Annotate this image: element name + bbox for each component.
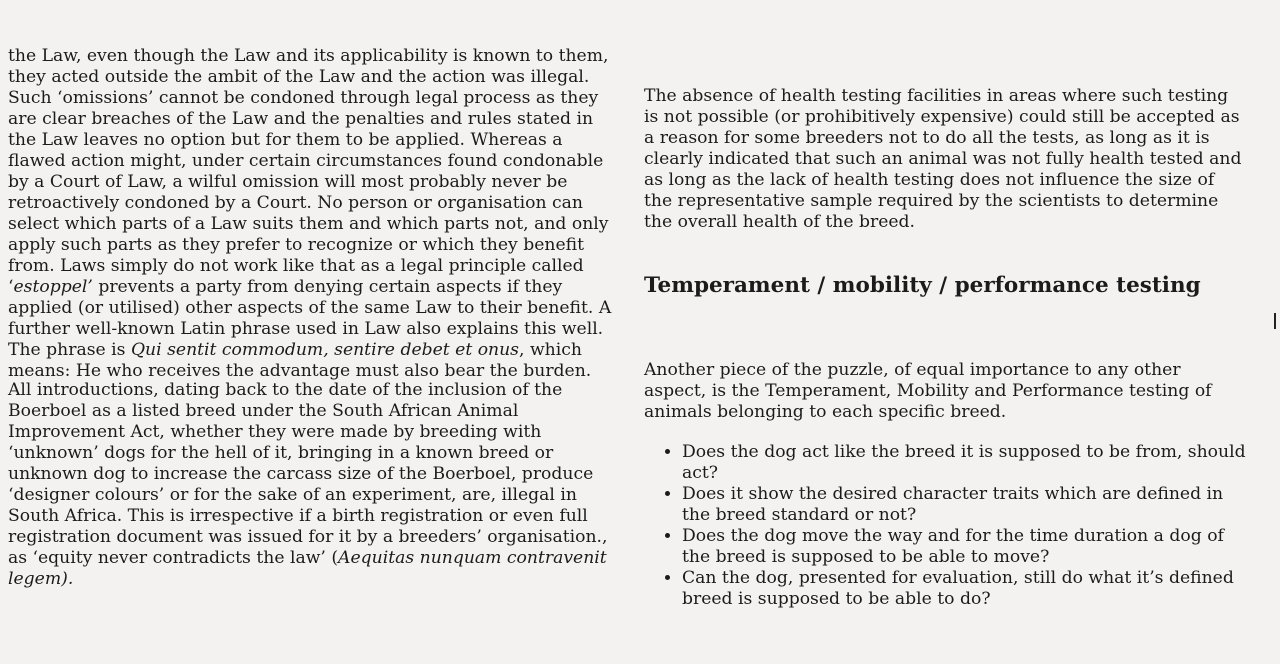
law-paragraph-text-e: , which means: He who receives the advantage must also bear the burden. [8, 340, 592, 381]
introductions-paragraph-text: All introductions, dating back to the date of the inclusion of the Boerboel as a listed breed under the South African Animal Improvement Act, whether they were made by breeding with ‘unknown’ dogs for the hell of it, bringing in a known breed or unknown dog to increase the carcass size of the Boerboel, produce ‘designer colours’ or for the sake of an experiment, are, illegal in South Africa. This is irrespective if a birth registration or even full registration document was issued for it by a breeders’ organisation., as ‘equity never contradicts the law’ ( [8, 380, 608, 568]
list-item: • Does the dog move the way and for the time duration a dog of the breed is supposed to be able to move? [682, 526, 1254, 568]
health-testing-paragraph: The absence of health testing facilities in areas where such testing is not possible (or prohibitively expensive) could still be accepted as a reason for some breeders not to do all the tests, as long as it is clearly indicated that such an animal was not fully health tested and as long as the lack of health testing does not influence the size of the representative sample required by the scientists to determine the overall health of the breed. [644, 86, 1242, 232]
estoppel-term: estoppel’ [13, 277, 93, 297]
list-item: • Does the dog act like the breed it is supposed to be from, should act? [682, 442, 1254, 484]
text-cursor-icon [1274, 313, 1276, 329]
list-item: • Does it show the desired character traits which are defined in the breed standard or not? [682, 484, 1254, 526]
law-paragraph-text-a: the Law, even though the Law and its applicability is known to them, they acted outside the ambit of the Law and the action was illegal. Such ‘omissions’ cannot be condoned through legal process as they are clear breaches of the Law and the penalties and rules stated in the Law leaves no option but for them to be applied. Whereas a flawed action might, under certain circumstances found condonable by a Court of Law, a wilful omission will most probably never be retroactively condoned by a Court. No person or organisation can select which parts of a Law suits them and which parts not, and only apply such parts as they prefer to recognize or which they benefit from. Laws simply do not work like that as a legal principle called ‘ [8, 46, 609, 297]
latin-phrase: Qui sentit commodum, sentire debet et onus [130, 340, 520, 360]
evaluation-questions-list [644, 442, 1254, 610]
law-paragraph-text-c: prevents a party from denying certain aspects if they applied (or utilised) other aspects of the same Law to their benefit. A further well-known Latin phrase used in Law also explains this well. The phrase is [8, 277, 612, 360]
law-paragraph [8, 46, 624, 382]
aequitas-phrase: Aequitas nunquam contravenit legem). [8, 548, 607, 589]
introductions-paragraph [8, 380, 624, 590]
puzzle-paragraph: Another piece of the puzzle, of equal importance to any other aspect, is the Temperament, Mobility and Performance testing of animals belonging to each specific breed. [644, 360, 1212, 422]
section-heading: Temperament / mobility / performance testing [644, 273, 1201, 298]
list-item: • Can the dog, presented for evaluation, still do what it’s defined breed is supposed to be able to do? [682, 568, 1254, 610]
